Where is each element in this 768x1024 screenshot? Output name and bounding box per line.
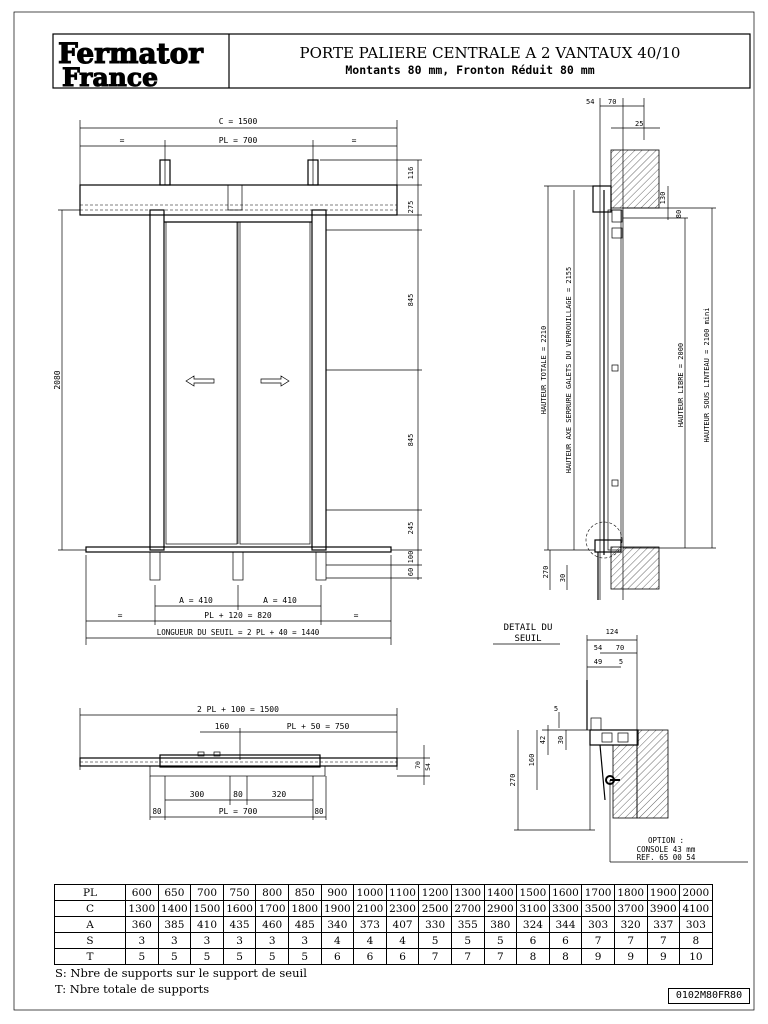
table-cell: 485: [288, 917, 321, 933]
svg-text:160: 160: [528, 753, 536, 767]
svg-text:245: 245: [407, 521, 415, 535]
table-cell: 410: [191, 917, 224, 933]
fermator-logo: [58, 37, 204, 92]
table-cell: 7: [614, 933, 647, 949]
table-cell: 1500: [517, 885, 550, 901]
table-cell: 1900: [647, 885, 680, 901]
svg-text:A = 410: A = 410: [263, 596, 297, 605]
table-cell: 1800: [288, 901, 321, 917]
table-cell: 1600: [549, 885, 582, 901]
table-cell: 5: [484, 933, 517, 949]
table-cell: 7: [582, 933, 615, 949]
table-cell: 5: [419, 933, 452, 949]
table-cell: 320: [614, 917, 647, 933]
svg-text:=: =: [117, 611, 123, 620]
svg-text:54: 54: [593, 644, 603, 652]
table-cell: 1400: [484, 885, 517, 901]
dim-pl: PL = 700: [218, 136, 258, 145]
table-cell: 1700: [256, 901, 289, 917]
table-row: [55, 901, 713, 917]
table-cell: 9: [582, 949, 615, 965]
table-cell: 1500: [191, 901, 224, 917]
svg-text:845: 845: [407, 433, 415, 447]
dim-2080: 2080: [53, 370, 62, 390]
row-label: S: [55, 933, 126, 949]
svg-text:80: 80: [233, 790, 243, 799]
svg-text:70: 70: [414, 761, 422, 769]
table-cell: 337: [647, 917, 680, 933]
svg-text:2 PL + 100 = 1500: 2 PL + 100 = 1500: [197, 705, 279, 714]
table-cell: 3100: [517, 901, 550, 917]
svg-text:160: 160: [214, 722, 230, 731]
svg-text:Fermator: Fermator: [58, 37, 204, 70]
table-cell: 435: [223, 917, 256, 933]
table-cell: 355: [451, 917, 484, 933]
sill-detail: [493, 623, 748, 862]
table-row: [55, 949, 713, 965]
row-label: T: [55, 949, 126, 965]
svg-text:=: =: [351, 136, 357, 145]
table-cell: 2500: [419, 901, 452, 917]
side-section: [540, 98, 716, 600]
page-subtitle: Montants 80 mm, Fronton Réduit 80 mm: [345, 63, 595, 77]
table-cell: 3300: [549, 901, 582, 917]
row-label: C: [55, 901, 126, 917]
table-cell: 3900: [647, 901, 680, 917]
table-cell: 340: [321, 917, 354, 933]
svg-text:OPTION :: OPTION :: [647, 836, 685, 845]
table-cell: 5: [158, 949, 191, 965]
svg-text:=: =: [119, 136, 125, 145]
table-cell: 7: [419, 949, 452, 965]
table-cell: 3: [223, 933, 256, 949]
table-cell: 303: [582, 917, 615, 933]
table-cell: 9: [647, 949, 680, 965]
table-cell: 1200: [419, 885, 452, 901]
svg-text:320: 320: [271, 790, 287, 799]
table-cell: 4: [386, 933, 419, 949]
svg-text:5: 5: [553, 705, 559, 713]
table-cell: 900: [321, 885, 354, 901]
table-cell: 7: [451, 949, 484, 965]
table-cell: 407: [386, 917, 419, 933]
table-cell: 2700: [451, 901, 484, 917]
svg-text:116: 116: [407, 166, 415, 180]
svg-text:SEUIL: SEUIL: [514, 634, 542, 644]
svg-text:CONSOLE 43 mm: CONSOLE 43 mm: [636, 845, 696, 854]
table-cell: 4: [354, 933, 387, 949]
drawing-reference: 0102M80FR80: [668, 988, 750, 1004]
table-cell: 4: [321, 933, 354, 949]
table-cell: 850: [288, 885, 321, 901]
table-cell: 6: [354, 949, 387, 965]
table-cell: 1800: [614, 885, 647, 901]
svg-text:PL + 120 = 820: PL + 120 = 820: [204, 611, 272, 620]
table-cell: 3500: [582, 901, 615, 917]
svg-text:A = 410: A = 410: [179, 596, 213, 605]
table-row: [55, 933, 713, 949]
table-cell: 5: [288, 949, 321, 965]
table-cell: 650: [158, 885, 191, 901]
table-cell: 8: [680, 933, 713, 949]
dimension-table: [54, 884, 713, 965]
svg-text:30: 30: [559, 573, 567, 583]
table-cell: 344: [549, 917, 582, 933]
row-label: A: [55, 917, 126, 933]
table-cell: 4100: [680, 901, 713, 917]
svg-text:54: 54: [424, 763, 432, 771]
table-cell: 6: [549, 933, 582, 949]
svg-text:=: =: [353, 611, 359, 620]
table-cell: 750: [223, 885, 256, 901]
table-cell: 380: [484, 917, 517, 933]
svg-text:PL + 50 = 750: PL + 50 = 750: [286, 722, 350, 731]
table-cell: 2300: [386, 901, 419, 917]
table-cell: 3: [191, 933, 224, 949]
table-cell: 10: [680, 949, 713, 965]
svg-text:300: 300: [189, 790, 205, 799]
table-cell: 373: [354, 917, 387, 933]
table-cell: 330: [419, 917, 452, 933]
table-row: [55, 917, 713, 933]
table-cell: 600: [126, 885, 159, 901]
svg-text:54: 54: [586, 98, 595, 106]
svg-text:80: 80: [314, 807, 324, 816]
table-cell: 800: [256, 885, 289, 901]
table-cell: 303: [680, 917, 713, 933]
svg-text:30: 30: [557, 735, 565, 745]
svg-text:HAUTEUR TOTALE = 2210: HAUTEUR TOTALE = 2210: [540, 325, 548, 415]
table-cell: 6: [386, 949, 419, 965]
table-cell: 460: [256, 917, 289, 933]
front-view: [53, 117, 422, 645]
table-cell: 324: [517, 917, 550, 933]
table-cell: 8: [517, 949, 550, 965]
table-cell: 5: [256, 949, 289, 965]
table-cell: 9: [614, 949, 647, 965]
svg-text:80: 80: [675, 209, 683, 219]
svg-text:275: 275: [407, 200, 415, 214]
table-cell: 385: [158, 917, 191, 933]
table-cell: 6: [517, 933, 550, 949]
table-cell: 1400: [158, 901, 191, 917]
table-cell: 2900: [484, 901, 517, 917]
page-title: PORTE PALIERE CENTRALE A 2 VANTAUX 40/10: [299, 44, 681, 62]
table-cell: 7: [484, 949, 517, 965]
table-cell: 1000: [354, 885, 387, 901]
table-cell: 5: [126, 949, 159, 965]
dim-seuil: LONGUEUR DU SEUIL = 2 PL + 40 = 1440: [156, 628, 320, 637]
svg-text:845: 845: [407, 293, 415, 307]
table-cell: 5: [191, 949, 224, 965]
table-cell: 8: [549, 949, 582, 965]
table-cell: 2000: [680, 885, 713, 901]
svg-text:270: 270: [509, 773, 517, 787]
table-cell: 3: [288, 933, 321, 949]
table-cell: 3: [256, 933, 289, 949]
legend-t: T: Nbre totale de supports: [55, 982, 210, 996]
table-cell: 3700: [614, 901, 647, 917]
table-cell: 1700: [582, 885, 615, 901]
svg-text:60: 60: [407, 567, 415, 577]
dim-c: C = 1500: [218, 117, 258, 126]
svg-text:PL = 700: PL = 700: [218, 807, 258, 816]
table-cell: 3: [158, 933, 191, 949]
table-cell: 1300: [451, 885, 484, 901]
svg-text:DETAIL DU: DETAIL DU: [503, 623, 553, 633]
svg-text:REF. 65 00 54: REF. 65 00 54: [636, 853, 696, 862]
table-cell: 1100: [386, 885, 419, 901]
table-cell: 5: [451, 933, 484, 949]
table-cell: 1900: [321, 901, 354, 917]
svg-text:42: 42: [539, 735, 547, 745]
table-cell: 7: [647, 933, 680, 949]
svg-text:270: 270: [542, 565, 550, 579]
svg-text:130: 130: [659, 191, 667, 205]
svg-text:5: 5: [618, 658, 624, 666]
svg-text:70: 70: [615, 644, 625, 652]
table-cell: 3: [126, 933, 159, 949]
table-cell: 1300: [126, 901, 159, 917]
svg-text:124: 124: [605, 628, 619, 636]
svg-text:HAUTEUR SOUS LINTEAU = 2100 mi: HAUTEUR SOUS LINTEAU = 2100 mini: [703, 307, 711, 443]
svg-text:49: 49: [593, 658, 603, 666]
svg-text:HAUTEUR LIBRE = 2000: HAUTEUR LIBRE = 2000: [677, 342, 685, 428]
table-cell: 2100: [354, 901, 387, 917]
svg-text:HAUTEUR AXE SERRURE GALETS DU: HAUTEUR AXE SERRURE GALETS DU VERROUILLAGE = 2155: [565, 266, 573, 474]
table-cell: 5: [223, 949, 256, 965]
svg-text:100: 100: [407, 550, 415, 564]
svg-text:80: 80: [152, 807, 162, 816]
svg-text:France: France: [62, 63, 158, 92]
row-label: PL: [55, 885, 126, 901]
svg-text:25: 25: [635, 120, 644, 128]
table-cell: 360: [126, 917, 159, 933]
table-row: [55, 885, 713, 901]
svg-text:70: 70: [608, 98, 617, 106]
legend-s: S: Nbre de supports sur le support de seuil: [55, 966, 307, 980]
table-cell: 1600: [223, 901, 256, 917]
table-cell: 700: [191, 885, 224, 901]
table-cell: 6: [321, 949, 354, 965]
top-view: [80, 705, 432, 820]
